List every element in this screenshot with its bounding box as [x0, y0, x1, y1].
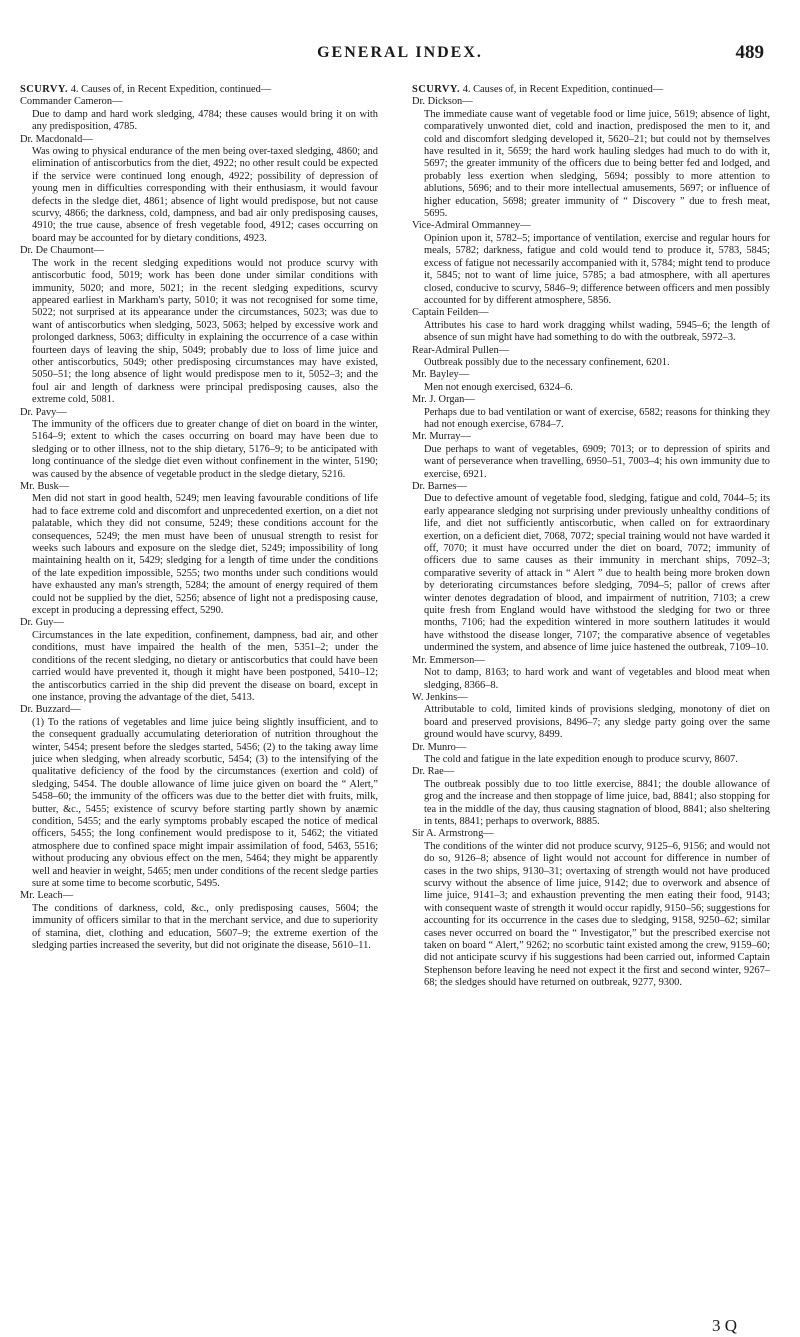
heading-keyword: SCURVY.: [412, 84, 461, 95]
entry-text: Attributable to cold, limited kinds of provisions sledging, monotony of diet on board and preserved provisions, 8496–7; any sledge party going over the same ground would have scurvy, 8499.: [424, 704, 770, 741]
index-entry: [412, 307, 770, 344]
entry-witness-name: Dr. Dickson—: [412, 96, 473, 108]
entry-witness-name: Sir A. Armstrong—: [412, 828, 494, 840]
right-column: [412, 84, 770, 1309]
index-entries: [20, 96, 378, 952]
entry-text: The conditions of darkness, cold, &c., only predisposing causes, 5604; the immunity of officers similar to that in the merchant service, and due to superiority of stamina, diet, clothing and education, 5607–9; the extreme exertion of the sledging parties increased the severity, but did not originate the disease, 5610–11.: [32, 902, 378, 952]
index-entry: [412, 345, 770, 370]
entry-text: Due to damp and hard work sledging, 4784; these causes would bring it on with any predisposition, 4785.: [32, 108, 378, 133]
entry-witness-name: Dr. Buzzard—: [20, 704, 81, 716]
entry-witness-name: Dr. Macdonald—: [20, 133, 93, 145]
entry-text: The cold and fatigue in the late expedition enough to produce scurvy, 8607.: [424, 753, 738, 765]
index-entry: [20, 245, 378, 406]
heading-keyword: SCURVY.: [20, 84, 69, 95]
index-entry: [412, 220, 770, 307]
column-heading: [20, 84, 378, 96]
index-entry: [20, 704, 378, 890]
heading-subtitle: 4. Causes of, in Recent Expedition, continued—: [70, 84, 272, 95]
entry-witness-name: Captain Feilden—: [412, 307, 489, 319]
index-entry: [412, 766, 770, 828]
index-entry: [412, 96, 770, 220]
index-entry: [20, 481, 378, 617]
entry-witness-name: Dr. Pavy—: [20, 406, 67, 418]
entry-witness-name: Vice-Admiral Ommanney—: [412, 220, 531, 232]
entry-witness-name: Mr. Murray—: [412, 431, 471, 443]
entry-text: The conditions of the winter did not produce scurvy, 9125–6, 9156; and would not do so, 9126–8; absence of light would not account for difference in number of cases in the two ships, 9130–31; overtaxing of strength would not have produced scurvy without the absence of lime juice, 9142; due to overwork and absence of lime juice, 9141–3; and exhaustion preventing the men eating their food, 9143; with consequent waste of strength it would occur rapidly, 9150–56; suggestions for accounting for its occurrence in the cases due to sledging, 9158, 9250–62; similar cases never occurred on board the “ Investigator,” but the prescribed exercise not taken on board “ Alert,” 9262; no scorbutic taint existed among the crew, 9159–60; did not anticipate scurvy if his suggestions had been carried out, informed Captain Stephenson before leaving he need not expect it the first and second winter, 9267–68; the sledges should have returned on outbreak, 9277, 9300.: [424, 840, 770, 989]
page-header: [0, 40, 800, 64]
entry-witness-name: Mr. J. Organ—: [412, 394, 475, 406]
page-number: 489: [735, 42, 764, 63]
entry-text: Not to damp, 8163; to hard work and want of vegetables and blood meat when sledging, 8366–8.: [424, 667, 770, 691]
entry-witness-name: W. Jenkins—: [412, 691, 468, 703]
running-title: GENERAL INDEX.: [317, 44, 483, 61]
index-entry: [20, 890, 378, 952]
entry-text: Perhaps due to bad ventilation or want of exercise, 6582; reasons for thinking they had not enough exercise, 6784–7.: [424, 406, 770, 430]
index-entry: [412, 369, 770, 394]
index-entry: [20, 96, 378, 133]
entry-text: The outbreak possibly due to too little exercise, 8841; the double allowance of grog and the increase and then stoppage of lime juice, bad, 8841; also stopping for tea in the middle of the day, thus causing stagnation of blood, 8841; also sheltering in tents, 8841; perhaps to overwork, 8885.: [424, 778, 770, 827]
entry-text: The immediate cause want of vegetable food or lime juice, 5619; absence of light, comparatively unwonted diet, cold and inaction, predisposed the men to it, and cold and discomfort sledging developed it, 5620–21; but could not by themselves have resulted in it, 5659; the hard work hauling sledges had much to do with it, 5697; the greater immunity of the officers due to being better fed and lodged, and probably less exertion when sledging, 5694; possibly to more attention to ablutions, 5696; and to their more intellectual amusements, 5697; or influence of higher education, 5698; greater immunity of “ Discovery ” due to fresh meat, 5695.: [424, 108, 770, 220]
index-entry: [412, 742, 770, 767]
entry-text: The work in the recent sledging expeditions would not produce scurvy with antiscorbutic food, 5019; work has been done under similar conditions with immunity, 5020; and more, 5021; in the recent sledging expeditions, scurvy appeared earliest in Markham's party, 5010; it was not recognised for some time, 5022; not surprised at its appearance under the circumstances, 5023; was due to want of antiscorbutics when sledging, 5023, 5063; helped by excessive work and prolonged darkness, 5063; difficulty in explaining the occurrence of a case within fourteen days of leaving the ship, 5049; probably due to loss of lime juice and other antiscorbutics, 5049; other predisposing circumstances may have existed, 5050–51; the long absence of light would predispose men to it, 5052–3; and the foul air and length of darkness were principal predisposing causes, also the extreme cold, 5081.: [32, 257, 378, 406]
index-entry: [412, 394, 770, 431]
index-entries: [412, 96, 770, 989]
entry-witness-name: Mr. Emmerson—: [412, 654, 485, 666]
index-entry: [412, 431, 770, 481]
column-heading: [412, 84, 770, 96]
index-entry: [412, 655, 770, 692]
entry-witness-name: Rear-Admiral Pullen—: [412, 344, 510, 356]
signature-mark: 3 Q: [712, 1316, 738, 1335]
entry-witness-name: Dr. Barnes—: [412, 481, 467, 492]
entry-witness-name: Dr. Guy—: [20, 617, 64, 629]
entry-witness-name: Mr. Leach—: [20, 890, 74, 902]
entry-witness-name: Mr. Bayley—: [412, 369, 470, 381]
entry-text: Men not enough exercised, 6324–6.: [424, 381, 573, 393]
entry-witness-name: Mr. Busk—: [20, 481, 70, 492]
index-entry: [20, 134, 378, 246]
entry-witness-name: Dr. De Chaumont—: [20, 245, 104, 257]
entry-text: The immunity of the officers due to greater change of diet on board in the winter, 5164–9; extent to which the cases occurring on board may have been due to sledging or to other illness, not to the ship dietary, 5176–9; to be anticipated with long continuance of the sledge diet even without confinement in the winter, 5190; was caused by the absence of vegetable product in the sledge dietary, 5216.: [32, 418, 378, 480]
entry-text: Opinion upon it, 5782–5; importance of ventilation, exercise and regular hours for meals, 5782; darkness, fatigue and cold would tend to produce it, 5783, 5845; excess of fatigue not necessarily accompanied with it, 5784; might tend to produce it, 5845; not to want of lime juice, 5785; a bad atmosphere, with all apertures closed, conducive to scurvy, 5846–9; difference between officers and men possibly accounted for by different atmosphere, 5856.: [424, 232, 770, 306]
entry-text: Attributes his case to hard work dragging whilst wading, 5945–6; the length of absence of sun might have had something to do with the outbreak, 5972–3.: [424, 319, 770, 344]
entry-witness-name: Dr. Rae—: [412, 766, 455, 778]
index-entry: [20, 617, 378, 704]
entry-text: Due to defective amount of vegetable food, sledging, fatigue and cold, 7044–5; its early appearance sledging not surprising under previously unhealthy conditions of life, and diet not sufficiently antiscorbutic, when called on for extraordinary exertion, on a deficient diet, 7068, 7072; special training would not have warded it off, 7070; it must have occurred under the diet on board, 7072; immunity of officers due to same causes as their immunity in merchant ships, 7092–3; comparative severity of attack in “ Alert ” due to health being more broken down by deteriorating circumstances before sledging, 7094–5; pallor of crews after winter denotes degradation of blood, and impairment of nutrition, 7103; a crew quite fresh from England would have withstood the sledging for two or three months, 7106; had the expedition wintered in more southern latitudes it would have withstood the disease longer, 7107; the comparative absence of vegetables undermined the system, and absence of lime juice hastened the outbreak, 7109–10.: [424, 493, 770, 654]
left-column: [20, 84, 378, 1309]
heading-subtitle: 4. Causes of, in Recent Expedition, continued—: [462, 84, 664, 95]
entry-text: Men did not start in good health, 5249; men leaving favourable conditions of life had to face extreme cold and discomfort and unprecedented exertion, on a diet not palatable, which they did not consume, 5249; these conditions account for the consequences, 5249; the men must have been of unusual strength to resist for weeks such labours and exposure on the sledge diet, 5249; impossibility of long maintaining health on it, 5429; sledging for a length of time under the conditions of the late expedition impossible, 5255; two months under such conditions would have exhausted any man's strength, 5284; the amount of energy required of them could not be supplied by the diet, 5256; absence of light not a predisposing cause, except in producing a depressing effect, 5290.: [32, 493, 378, 617]
entry-text: Circumstances in the late expedition, confinement, dampness, bad air, and other conditions, must have impaired the health of the men, 5351–2; under the conditions of the recent sledging, no dietary or antiscorbutics that could have been carried would have prevented it, though it might have been postponed, 5410–12; the antiscorbutics carried in the ship did prevent the disease on board, except in one instance, proving the advantage of the diet, 5413.: [32, 629, 378, 703]
entry-text: (1) To the rations of vegetables and lime juice being slightly insufficient, and to the consequent gradually accumulating deterioration of nutrition throughout the winter, 5454; present before the sledges started, 5456; (2) to the taking away lime juice when sledging, when already scorbutic, 5454; (3) to the intensifying of the qualitative deficiency of the food by the circumstances (exertion and cold) of sledging, 5454. The double allowance of lime juice given on board the “ Alert,” 5458–60; the immunity of the officers was due to the better diet with fruits, milk, butter, &c., 5455; existence of scurvy before starting partly shown by anæmic condition, 5455; and the early symptoms probably escaped the notice of medical officers, 5455; the long confinement would predispose to it, 5462; the vitiated atmosphere due to confined space might impair assimilation of food, 5463, 5516; without producing any obvious effect on the men, 5464; they might be apparently well and heavier in weight, 5465; men under conditions of the recent sledge parties sure at some time to become scorbutic, 5495.: [32, 716, 378, 889]
entry-text: Outbreak possibly due to the necessary confinement, 6201.: [424, 356, 670, 368]
index-entry: [20, 407, 378, 481]
entry-text: Was owing to physical endurance of the men being over-taxed sledging, 4860; and elimination of antiscorbutics from the diet, 4922; no other result could be expected if the service were continued long enough, 4922; possibility of depression of young men in difficulties corresponding with their enthusiasm, it would favour defects in the sledge diet, 4861; absence of light would predispose, but not cause scurvy, 4866; the darkness, cold, dampness, and bad air only predisposing causes, 4910; the true cause, absence of fresh vegetable food, 4912; cases occurring on board may be accounted for by dietary conditions, 4923.: [32, 146, 378, 244]
entry-witness-name: Dr. Munro—: [412, 741, 467, 753]
index-entry: [412, 692, 770, 742]
index-entry: [412, 828, 770, 989]
index-entry: [412, 481, 770, 655]
entry-text: Due perhaps to want of vegetables, 6909; 7013; or to depression of spirits and want of perseverance when travelling, 6950–51, 7003–4; his own immunity due to exercise, 6921.: [424, 443, 770, 480]
entry-witness-name: Commander Cameron—: [20, 96, 123, 108]
